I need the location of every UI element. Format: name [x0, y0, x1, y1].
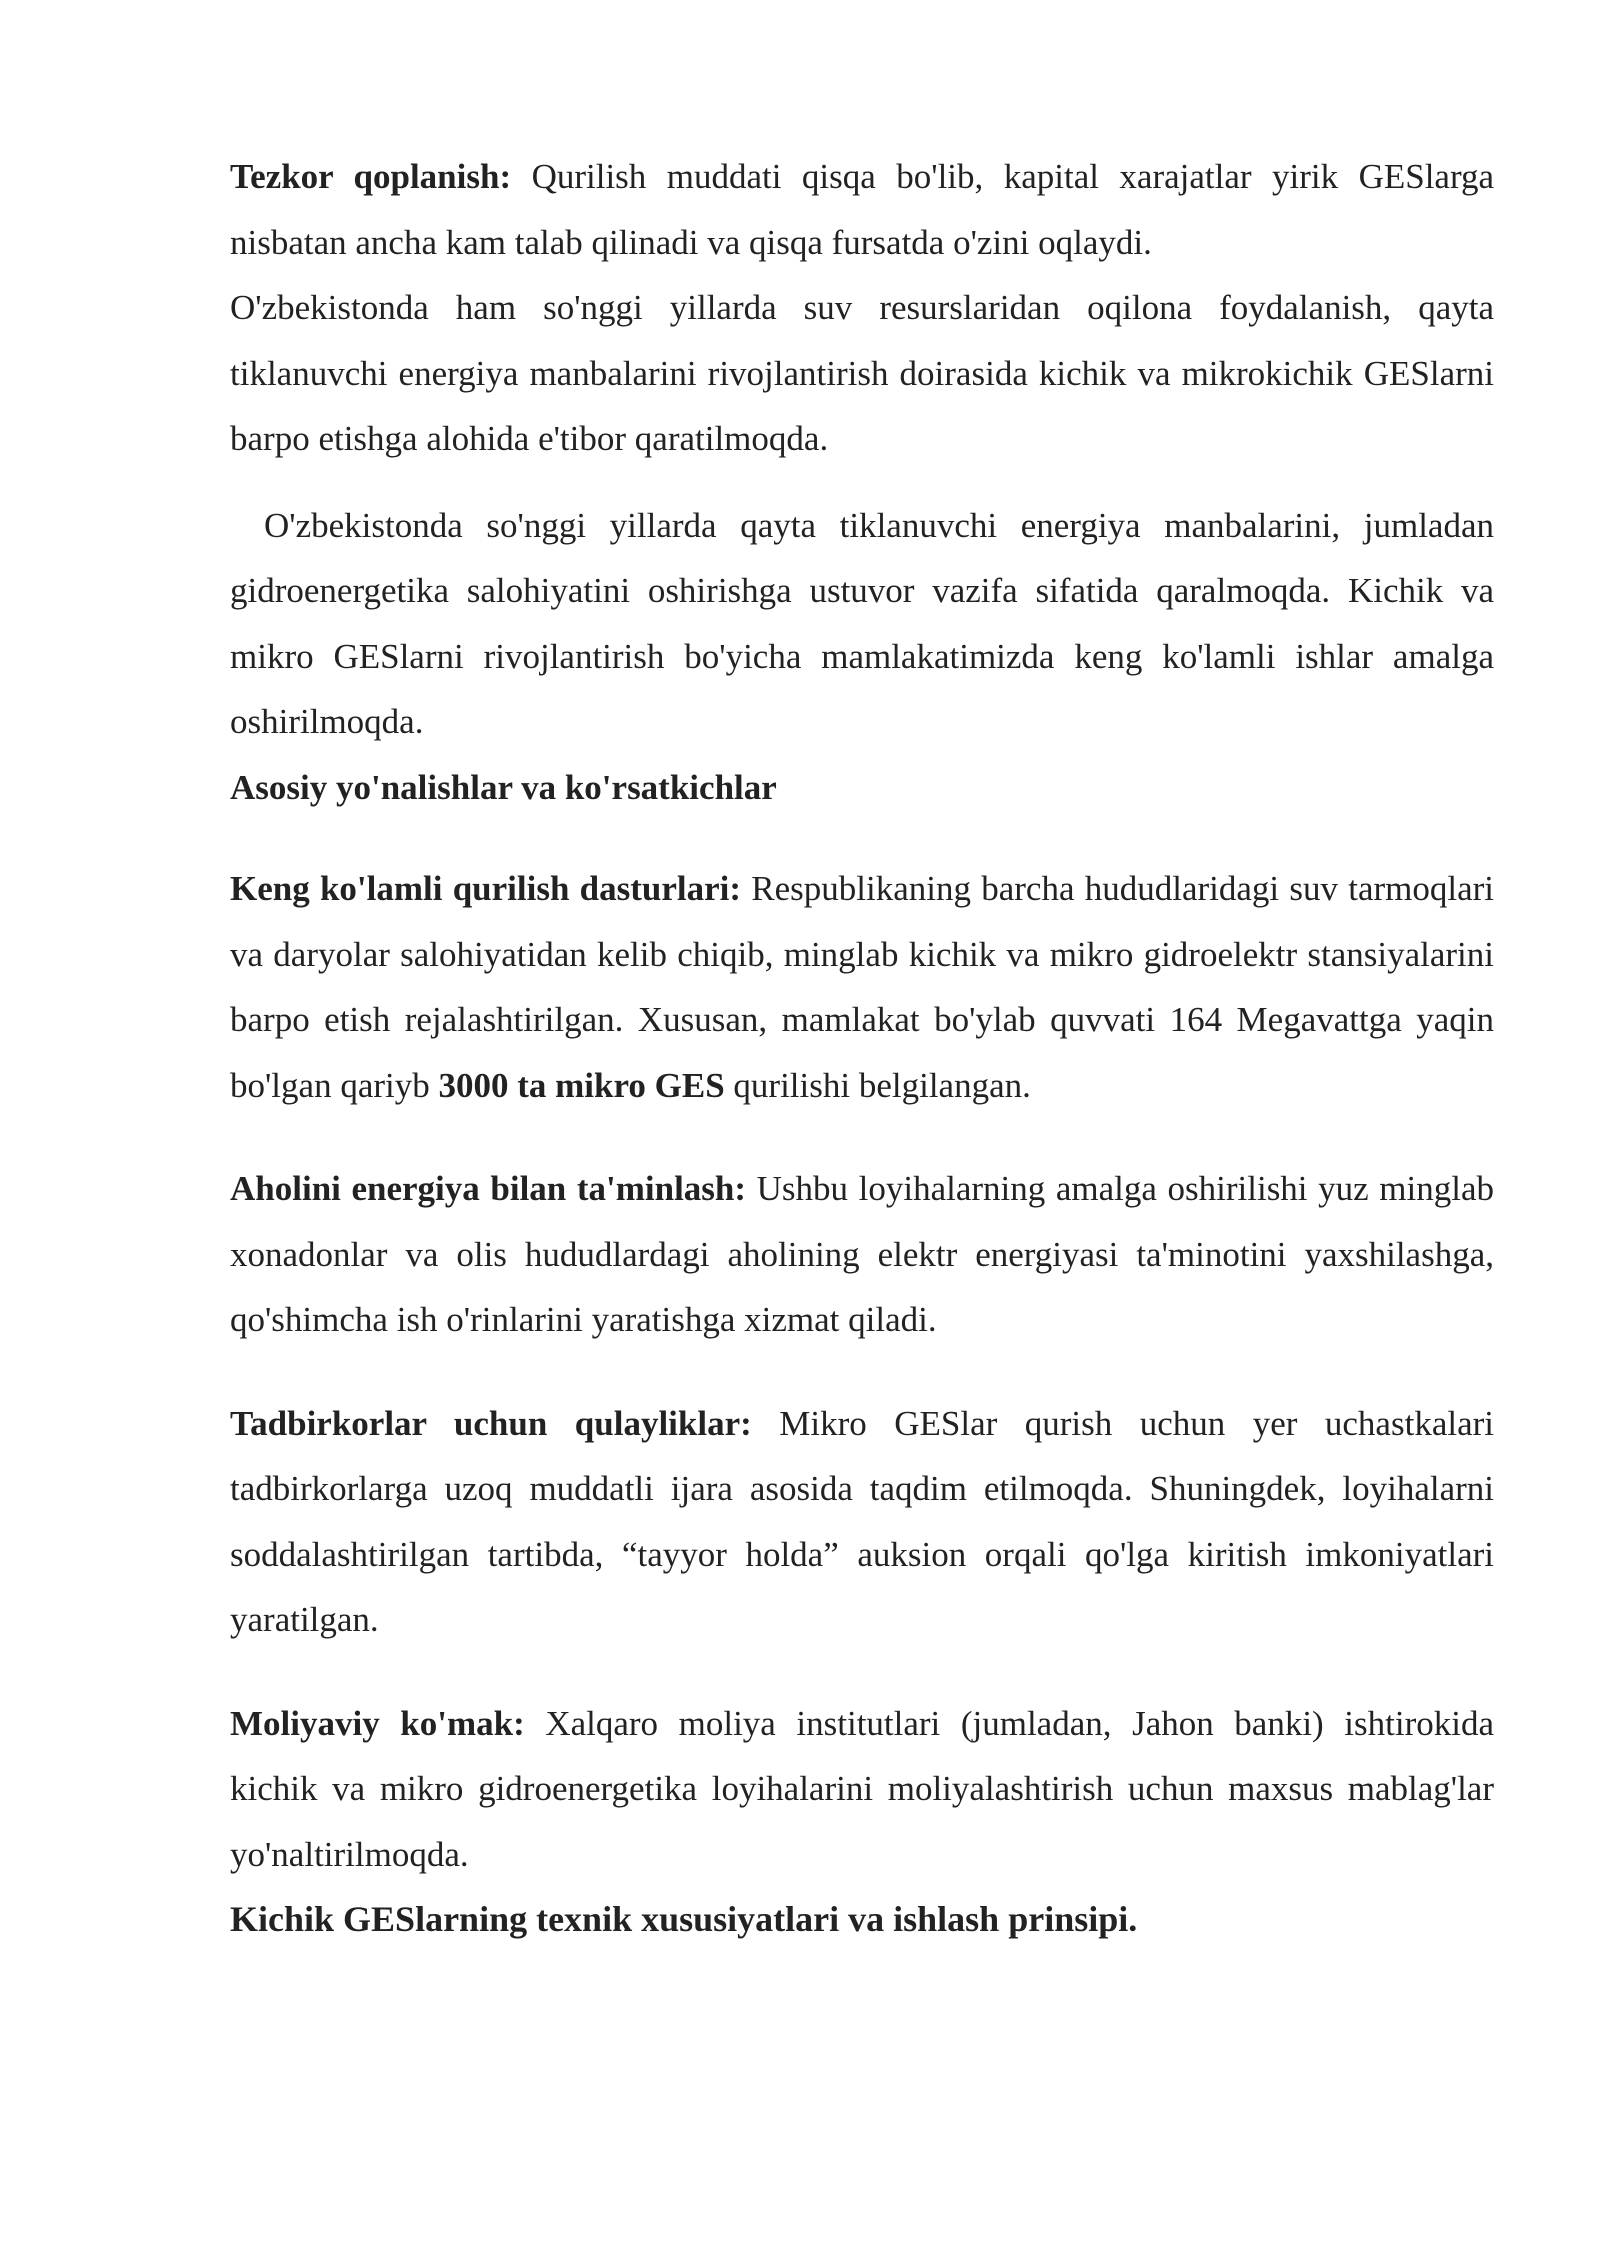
paragraph-financial-support	[230, 1691, 1494, 1888]
paragraph-text: Ushbu loyihalarning amalga oshirilishi yuz minglab xonadonlar va olis hududlardagi aholining elektr energiyasi ta'minotini yaxshilashga, qo'shimcha ish o'rinlarini yaratishga xizmat qiladi.	[230, 1169, 1494, 1339]
paragraph-entrepreneur-benefits	[230, 1391, 1494, 1653]
paragraph-renewable-energy	[230, 493, 1494, 755]
paragraph-construction-programs	[230, 856, 1494, 1118]
paragraph-label: Keng ko'lamli qurilish dasturlari:	[230, 869, 742, 908]
paragraph-text: Mikro GESlar qurish uchun yer uchastkalari tadbirkorlarga uzoq muddatli ijara asosida taqdim etilmoqda. Shuningdek, loyihalarni soddalashtirilgan tartibda, “tayyor holda” auksion orqali qo'lga kiritish imkoniyatlari yaratilgan.	[230, 1403, 1494, 1639]
paragraph-uzbekistan-water-resources	[230, 275, 1494, 472]
paragraph-label: Tezkor qoplanish:	[230, 157, 512, 196]
paragraph-rapid-payback	[230, 144, 1494, 275]
paragraph-highlight: 3000 ta mikro GES	[438, 1065, 725, 1105]
section-heading-main-directions: Asosiy yo'nalishlar va ko'rsatkichlar	[230, 767, 777, 807]
paragraph-label: Tadbirkorlar uchun qulayliklar:	[230, 1403, 752, 1443]
paragraph-text: O'zbekistonda ham so'nggi yillarda suv resurslaridan oqilona foydalanish, qayta tiklanuvchi energiya manbalarini rivojlantirish doirasida kichik va mikrokichik GESlarni barpo etishga alohida e'tibor qaratilmoqda.	[230, 288, 1494, 458]
paragraph-label: Aholini energiya bilan ta'minlash:	[230, 1169, 747, 1208]
paragraph-text: Xalqaro moliya institutlari (jumladan, Jahon banki) ishtirokida kichik va mikro gidroenergetika loyihalarini moliyalashtirish uchun maxsus mablag'lar yo'naltirilmoqda.	[230, 1703, 1494, 1874]
paragraph-text: Qurilish muddati qisqa bo'lib, kapital xarajatlar yirik GESlarga nisbatan ancha kam talab qilinadi va qisqa fursatda o'zini oqlaydi.	[230, 157, 1495, 262]
paragraph-text: Respublikaning barcha hududlaridagi suv tarmoqlari va daryolar salohiyatidan kelib chiqib, minglab kichik va mikro gidroelektr stansiyalarini barpo etish rejalashtirilgan. Xususan, mamlakat bo'ylab quvvati 164 Megavattga yaqin bo'lgan qariyb	[230, 869, 1494, 1105]
paragraph-energy-supply	[230, 1156, 1494, 1353]
document-page	[230, 144, 1494, 1953]
paragraph-text-end: qurilishi belgilangan.	[724, 1065, 1031, 1105]
paragraph-label: Moliyaviy ko'mak:	[230, 1703, 525, 1743]
section-heading-technical-features: Kichik GESlarning texnik xususiyatlari va ishlash prinsipi.	[230, 1899, 1138, 1939]
paragraph-text: O'zbekistonda so'nggi yillarda qayta tiklanuvchi energiya manbalarini, jumladan gidroenergetika salohiyatini oshirishga ustuvor vazifa sifatida qaralmoqda. Kichik va mikro GESlarni rivojlantirish bo'yicha mamlakatimizda keng ko'lamli ishlar amalga oshirilmoqda.	[230, 505, 1494, 741]
